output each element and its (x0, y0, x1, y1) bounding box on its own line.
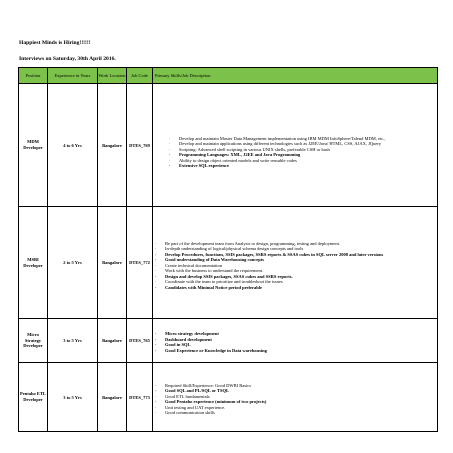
duty-item: · Scripting: Advanced shell scripting in various UNIX shells, preferable CSH or bash (167, 147, 437, 153)
position-cell: Micro Strategy Developer (19, 319, 48, 363)
duty-list (153, 331, 437, 353)
duty-item: · Develop and maintain Master Data Management implementation using IBM MDM InfoSphere/Talend MDM, etc., (167, 136, 437, 142)
duty-item: · Candidates with Minimal Notice period preferable (153, 285, 437, 291)
duty-item: · Develop Procedures, functions, SSIS packages, SSRS reports & SSAS cubes in SQL server 2008 and later versions (153, 252, 437, 258)
duty-list (153, 241, 437, 291)
duty-item: · Be part of the development team from Analysis to design, programming, testing and deployment. (153, 241, 437, 247)
duty-item: · Good in SQL (153, 342, 437, 348)
job-code-cell: DTES_773 (127, 363, 153, 432)
table-row (19, 207, 438, 319)
duty-item: · Ability to design object oriented models and write reusable codes (167, 158, 437, 164)
location-cell: Bangalore (98, 84, 127, 207)
header-position: Position (19, 68, 48, 84)
table-header-row (19, 68, 438, 84)
duty-item: · Coordinate with the team to prioritize and troubleshoot the issues (153, 279, 437, 285)
location-cell: Bangalore (98, 363, 127, 432)
duty-item: · Good Pentaho experience (minimum of two projects) (153, 399, 437, 405)
description-cell (153, 319, 438, 363)
duty-item: · Required Skill/Experience: Good DWBI Basics (153, 383, 437, 389)
header-job-code: Job Code (127, 68, 153, 84)
duty-item: · Dashboard development (153, 337, 437, 343)
duty-list (153, 383, 437, 416)
location-cell: Bangalore (98, 207, 127, 319)
duty-item: · Good Experience or Knowledge in Data warehousing (153, 348, 437, 354)
header-experience: Experience in Years (48, 68, 98, 84)
duty-item: · Create technical documentation (153, 263, 437, 269)
position-cell: Pentaho ETL Developer (19, 363, 48, 432)
experience-cell: 2 to 5 Yrs (48, 207, 98, 319)
position-cell: MSBI Developer (19, 207, 48, 319)
table-row (19, 363, 438, 432)
duty-item: · Programming Languages: XML, J2EE and Java Programming (167, 152, 437, 158)
interview-date-heading: Interviews on Saturday, 30th April 2016. (19, 56, 116, 62)
duty-item: · Work with the business to understand the requirement. (153, 268, 437, 274)
table-row (19, 319, 438, 363)
description-cell (153, 363, 438, 432)
position-cell: MDM Developer (19, 84, 48, 207)
description-cell (153, 84, 438, 207)
duty-item: · Good ETL fundamentals (153, 394, 437, 400)
experience-cell: 3 to 5 Yrs (48, 363, 98, 432)
experience-cell: 4 to 6 Yrs (48, 84, 98, 207)
hiring-heading: Happiest Minds is Hiring!!!!!! (19, 40, 91, 46)
description-cell (153, 207, 438, 319)
job-code-cell: DTES_772 (127, 207, 153, 319)
duty-list (167, 136, 437, 169)
jobs-table (18, 67, 438, 432)
duty-item: · Good understanding of Data Warehousing concepts (153, 257, 437, 263)
duty-item: · Good SQL and PL/SQL or TSQL (153, 388, 437, 394)
experience-cell: 3 to 5 Yrs (48, 319, 98, 363)
job-code-cell: DTES_769 (127, 84, 153, 207)
duty-item: · Good communication skills (153, 410, 437, 416)
header-work-location: Work Location (98, 68, 127, 84)
table-row (19, 84, 438, 207)
duty-item: · In-depth understanding of logical/physical schema design concepts and tools (153, 246, 437, 252)
duty-item: · Unit testing and UAT experience. (153, 405, 437, 411)
duty-item: · Develop and maintain applications using different technologies such as J2EE/Java/ HTML, CSS, AJAX, JQuery (167, 141, 437, 147)
header-description: Primary Skills/Job Description (153, 68, 438, 84)
duty-item: · Micro strategy development (153, 331, 437, 337)
location-cell: Bangalore (98, 319, 127, 363)
duty-item: · Extensive SQL experience (167, 163, 437, 169)
job-code-cell: DTES_765 (127, 319, 153, 363)
duty-item: · Design and develop SSIS packages, SSAS cubes and SSRS reports. (153, 274, 437, 280)
